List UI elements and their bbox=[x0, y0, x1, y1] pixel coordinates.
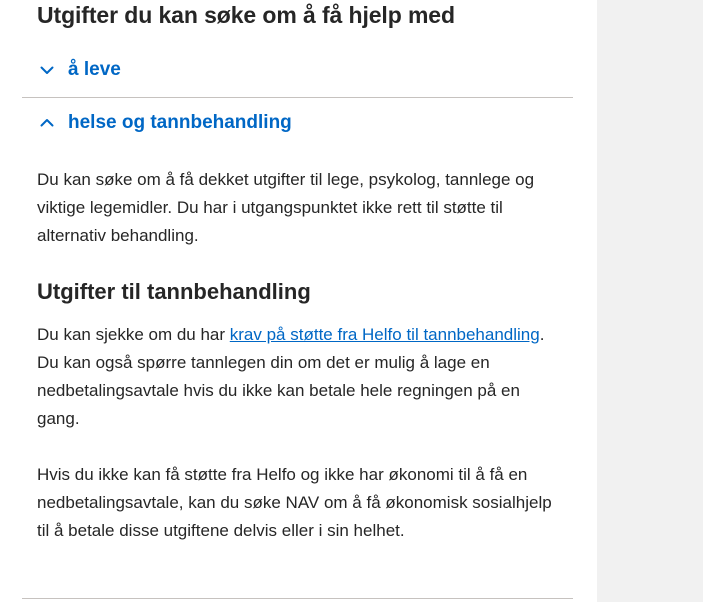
panel-paragraph-helfo bbox=[37, 321, 557, 433]
paragraph-text: Du kan sjekke om du har bbox=[37, 325, 230, 344]
divider bbox=[22, 97, 573, 98]
section-heading: Utgifter du kan søke om å få hjelp med bbox=[37, 2, 455, 28]
accordion-item-a-leve[interactable] bbox=[38, 56, 121, 84]
accordion-label: å leve bbox=[68, 59, 121, 80]
paragraph-text: . Du kan også spørre tannlegen din om det er mulig å lage en nedbetalingsavtale hvis du ikke kan betale hele regningen på en gang. bbox=[37, 325, 545, 428]
helfo-support-link[interactable]: krav på støtte fra Helfo til tannbehandling bbox=[229, 325, 540, 344]
panel-subheading: Utgifter til tannbehandling bbox=[37, 279, 311, 304]
right-sidebar-background bbox=[597, 0, 703, 602]
panel-intro-text: Du kan søke om å få dekket utgifter til lege, psykolog, tannlege og viktige legemidler. Du har i utgangspunktet ikke rett til støtte til alternativ behandling. bbox=[37, 170, 535, 245]
chevron-up-icon bbox=[38, 114, 56, 132]
chevron-down-icon bbox=[38, 61, 56, 79]
panel-paragraph-sosialhjelp: Hvis du ikke kan få støtte fra Helfo og ikke har økonomi til å få en nedbetalingsavtale, kan du søke NAV om å få økonomisk sosialhjelp til å betale disse utgiftene delvis eller i sin helhet. bbox=[37, 465, 552, 540]
divider bbox=[22, 598, 573, 599]
accordion-label: helse og tannbehandling bbox=[68, 112, 292, 133]
accordion-item-helse-og-tannbehandling[interactable] bbox=[38, 109, 292, 137]
